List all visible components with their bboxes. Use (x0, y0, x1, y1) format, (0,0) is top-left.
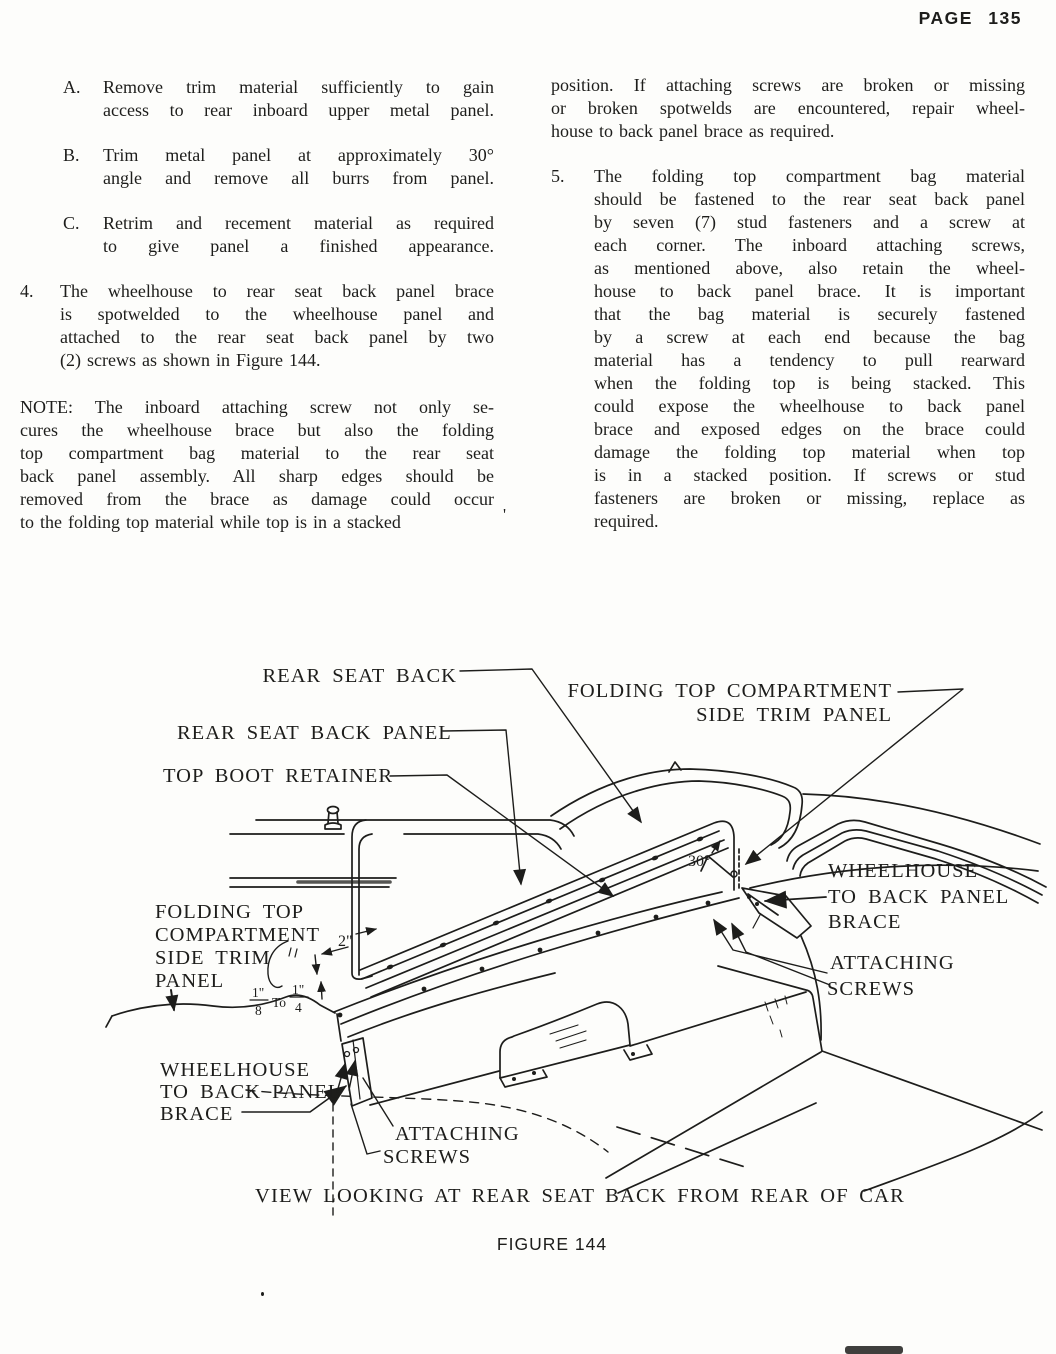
label-folding-top-right-1: FOLDING TOP COMPARTMENT (567, 680, 892, 702)
item-marker: A. (63, 77, 81, 97)
item-text: Retrim and recement material as required to give panel a finished appearance. (103, 213, 494, 256)
label-dim-frac2-num: 1" (292, 982, 305, 997)
list-item-b (63, 144, 494, 190)
scan-artifact-tick: ' (503, 505, 507, 524)
label-folding-top-right-2: SIDE TRIM PANEL (696, 704, 892, 726)
label-folding-top-left-4: PANEL (155, 970, 225, 992)
scan-artifact-smudge (845, 1346, 903, 1354)
list-item-c (63, 212, 494, 258)
label-dim-frac1-den: 8 (255, 1003, 262, 1018)
label-wheelhouse-left-3: BRACE (160, 1103, 234, 1125)
page-number: PAGE 135 (918, 8, 1022, 28)
item-text: Trim metal panel at approximately 30° angle and remove all burrs from panel. (103, 145, 494, 188)
left-column (20, 76, 494, 556)
label-attaching-left-1: ATTACHING (395, 1123, 520, 1145)
label-folding-top-left-2: COMPARTMENT (155, 924, 321, 946)
label-wheelhouse-left-1: WHEELHOUSE (160, 1059, 311, 1081)
label-angle-30: 30° (688, 853, 711, 870)
list-item-a (63, 76, 494, 122)
item-text: The folding top compartment bag material should be fastened to the rear seat back panel by seven (7) stud fasteners and a screw at each corner. The inboard attaching screws, as mentioned above, also retain the wheel- house to back panel brace. It is important that the bag material is securely fastened by a screw at each end because the bag material has a tendency to pull rearward when the folding top is being stacked. This could expose the wheelhouse to back panel brace and exposed edges on the brace could damage the folding top material when top is in a stacked position. If screws or stud fasteners are broken or missing, replace as required. (594, 166, 1025, 531)
label-attaching-right-2: SCREWS (827, 978, 916, 1000)
item-marker: B. (63, 145, 80, 165)
list-item-5 (551, 165, 1025, 533)
item-text: The wheelhouse to rear seat back panel brace is spotwelded to the wheelhouse panel and attached to the rear seat back panel by two (2) screws as shown in Figure 144. (60, 281, 494, 370)
item-text: Remove trim material sufficiently to gain access to rear inboard upper metal panel. (103, 77, 494, 120)
label-dim-2in: 2" (338, 933, 353, 950)
label-dim-frac1-num: 1" (252, 985, 265, 1000)
label-attaching-left-2: SCREWS (383, 1146, 472, 1168)
item-marker: C. (63, 213, 80, 233)
figure-number: FIGURE 144 (496, 1234, 608, 1254)
label-wheelhouse-right-2: TO BACK PANEL (828, 886, 1010, 908)
note-paragraph: NOTE: The inboard attaching screw not only se- cures the wheelhouse brace but also the folding top compartment bag material to the rear seat back panel assembly. All sharp edges should be removed from the brace as damage could occur to the folding top material while top is in a stacked (20, 397, 494, 532)
list-item-4 (20, 280, 494, 372)
label-attaching-right-1: ATTACHING (830, 952, 955, 974)
figure-144-diagram (0, 640, 1056, 1354)
item-marker: 5. (551, 166, 565, 186)
label-wheelhouse-right-3: BRACE (828, 911, 902, 933)
label-folding-top-left-3: SIDE TRIM (155, 947, 271, 969)
item-marker: 4. (20, 281, 34, 301)
label-wheelhouse-right-1: WHEELHOUSE (828, 860, 979, 882)
continuation-paragraph: position. If attaching screws are broken or missing or broken spotwelds are encountered, repair wheel- house to back panel brace as required. (551, 75, 1025, 141)
label-dim-to: To (272, 995, 287, 1010)
scan-artifact-dot (261, 1292, 264, 1296)
label-rear-seat-back-panel: REAR SEAT BACK PANEL (177, 722, 452, 744)
label-folding-top-left-1: FOLDING TOP (155, 901, 305, 923)
label-dim-frac2-den: 4 (295, 1000, 302, 1015)
figure-caption: VIEW LOOKING AT REAR SEAT BACK FROM REAR OF CAR (255, 1185, 905, 1207)
label-wheelhouse-left-2: TO BACK PANEL (160, 1081, 342, 1103)
label-rear-seat-back: REAR SEAT BACK (262, 665, 457, 687)
right-column (551, 74, 1025, 533)
diagram-labels (155, 665, 1009, 1254)
label-top-boot-retainer: TOP BOOT RETAINER (163, 765, 393, 787)
